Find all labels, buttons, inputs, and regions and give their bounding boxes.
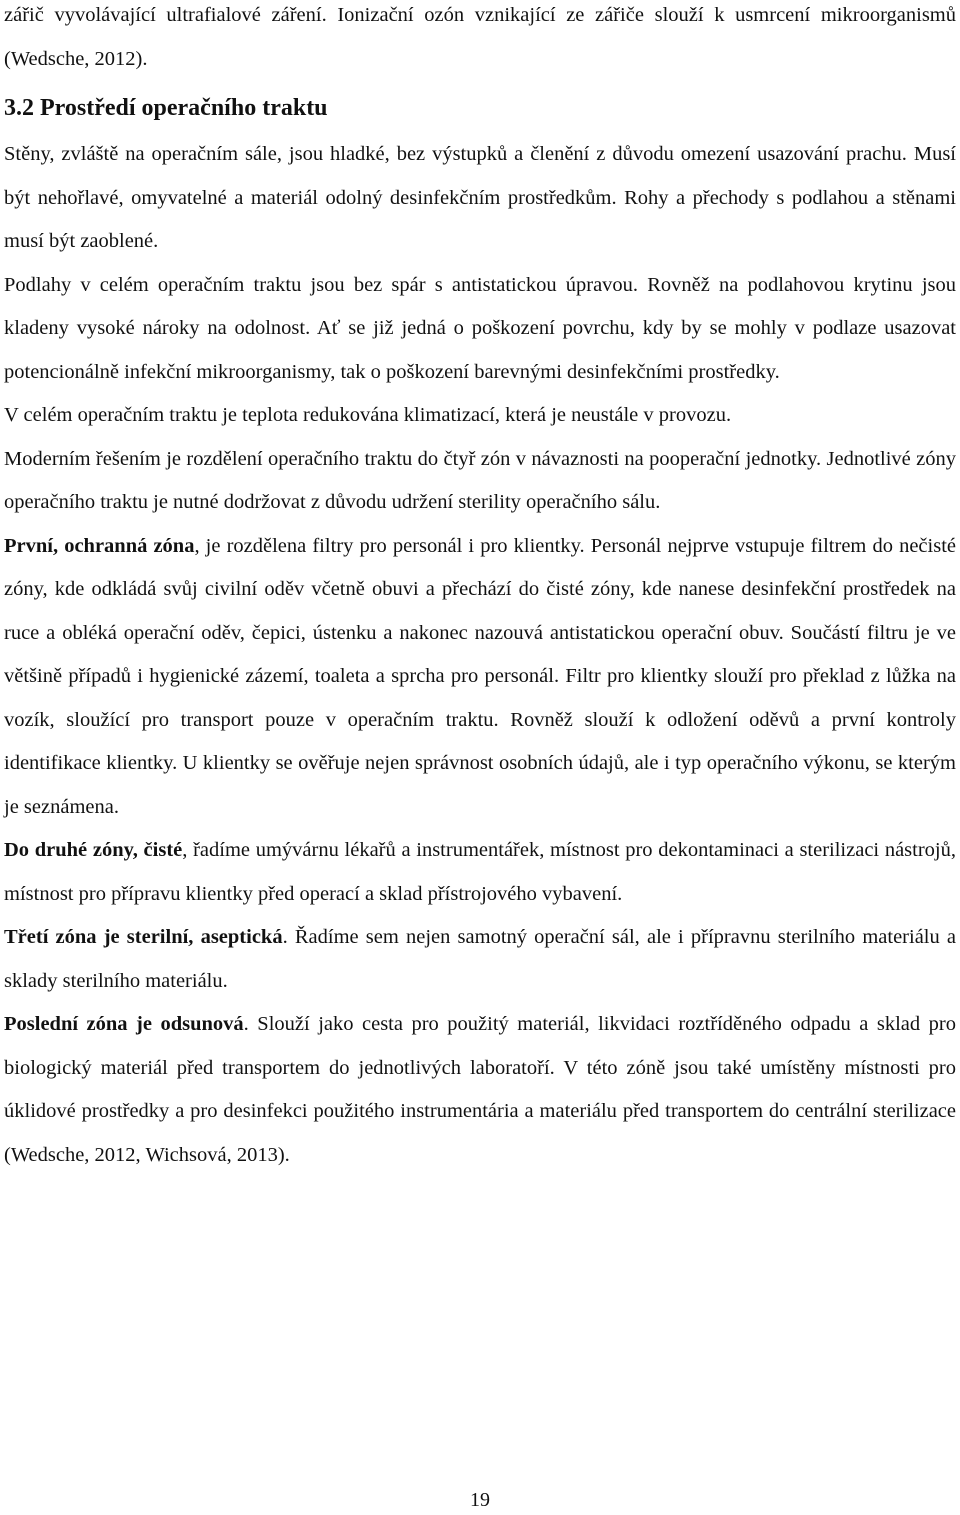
zone1-text: , je rozdělena filtry pro personál i pro klientky. Personál nejprve vstupuje filtrem do nečisté zóny, kde odkládá svůj civilní oděv včetně obuvi a přechází do čisté zóny, kde nanese desinfekční prostředek na ruce a obléká operační oděv, čepici, ústenku a nakonec nazouvá antistatickou operační obuv. Součástí filtru je ve většině případů i hygienické zázemí, toaleta a sprcha pro personál. Filtr pro klientky slouží pro překlad z lůžka na vozík, sloužící pro transport pouze v operačním traktu. Rovněž slouží k odložení oděvů a první kontroly identifikace klientky. U klientky se ověřuje nejen správnost osobních údajů, ale i typ operačního výkonu, se kterým je seznámena. <box>4 534 956 818</box>
paragraph-zones: Moderním řešením je rozdělení operačního traktu do čtyř zón v návaznosti na pooperační jednotky. Jednotlivé zóny operačního traktu je nutné dodržovat z důvodu udržení sterility operačního sálu. <box>4 447 956 513</box>
zone1-term: První, ochranná zóna <box>4 534 195 557</box>
zone3-term: Třetí zóna je sterilní, aseptická <box>4 926 283 948</box>
zone3-text: . Řadíme sem nejen samotný operační sál, ale i přípravnu sterilního materiálu a sklady sterilního materiálu. <box>4 926 957 992</box>
paragraph-zone3 <box>4 916 956 1003</box>
section-heading: 3.2 Prostředí operačního traktu <box>4 95 328 121</box>
paragraph-floors: Podlahy v celém operačním traktu jsou bez spár s antistatickou úpravou. Rovněž na podlahovou krytinu jsou kladeny vysoké nároky na odolnost. Ať se již jedná o poškození povrchu, kdy by se mohly v podlaze usazovat potencionálně infekční mikroorganismy, tak o poškození barevnými desinfekčními prostředky. <box>4 273 956 383</box>
zone2-term: Do druhé zóny, čisté <box>4 839 183 861</box>
document-page <box>4 0 956 1177</box>
paragraph-zone2 <box>4 829 956 916</box>
paragraph-zone4 <box>4 1003 956 1177</box>
zone4-term: Poslední zóna je odsunová <box>4 1013 244 1035</box>
intro-paragraph: zářič vyvolávající ultrafialové záření. Ionizační ozón vznikající ze zářiče slouží k usmrcení mikroorganismů (Wedsche, 2012). <box>4 4 956 70</box>
paragraph-walls: Stěny, zvláště na operačním sále, jsou hladké, bez výstupků a členění z důvodu omezení usazování prachu. Musí být nehořlavé, omyvatelné a materiál odolný desinfekčním prostředkům. Rohy a přechody s podlahou a stěnami musí být zaoblené. <box>4 143 956 252</box>
paragraph-temperature: V celém operačním traktu je teplota redukována klimatizací, která je neustále v provozu. <box>4 404 732 426</box>
page-number: 19 <box>470 1489 490 1511</box>
zone4-text: . Slouží jako cesta pro použitý materiál, likvidaci roztříděného odpadu a sklad pro biologický materiál před transportem do jednotlivých laboratoří. V této zóně jsou také umístěny místnosti pro úklidové prostředky a pro desinfekci použitého instrumentária a materiálu před transportem do centrální sterilizace (Wedsche, 2012, Wichsová, 2013). <box>4 1013 956 1166</box>
paragraph-zone1 <box>4 525 956 830</box>
zone2-text: , řadíme umývárnu lékařů a instrumentářek, místnost pro dekontaminaci a sterilizaci nástrojů, místnost pro přípravu klientky před operací a sklad přístrojového vybavení. <box>4 839 956 905</box>
